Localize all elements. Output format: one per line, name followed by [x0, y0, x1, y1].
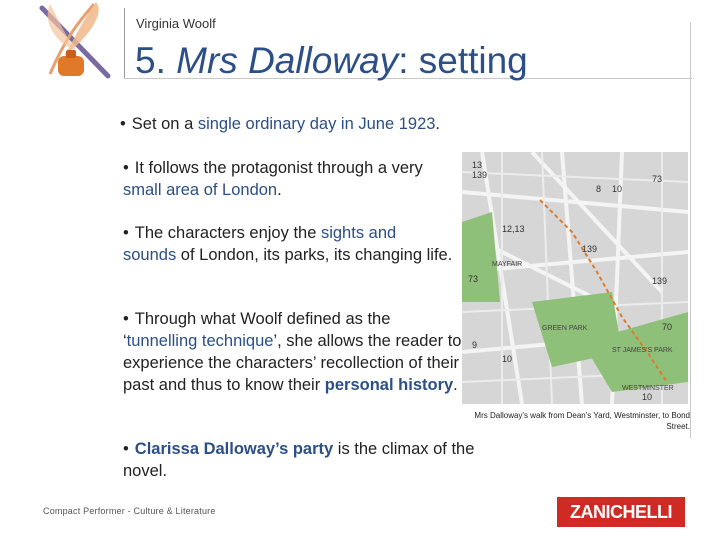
bullet-dot: •	[123, 310, 129, 328]
bullet-2-text-a: It follows the protagonist through a very	[134, 159, 423, 177]
title-work: Mrs Dalloway	[176, 40, 399, 81]
bullet-5-text: is the climax of the novel.	[123, 440, 475, 480]
map-number: 10	[612, 184, 623, 194]
page-title	[135, 40, 528, 82]
bullet-2-text-b: .	[277, 181, 282, 199]
bullet-2	[123, 157, 463, 201]
map-number: 139	[582, 244, 598, 254]
bullet-dot: •	[123, 440, 129, 458]
map-number: 13	[472, 160, 483, 170]
bullet-5	[123, 438, 483, 482]
title-rest: : setting	[398, 40, 528, 81]
map-number: 139	[472, 170, 488, 180]
map-number: 12,13	[502, 224, 525, 234]
london-walk-map	[462, 152, 688, 404]
map-label-st-james-park: ST JAMES'S PARK	[612, 347, 673, 354]
map-label-westminster: WESTMINSTER	[622, 385, 674, 392]
bullet-4-highlight-a: tunnelling technique	[126, 332, 274, 350]
title-number: 5.	[135, 40, 177, 81]
bullet-dot: •	[123, 159, 129, 177]
map-number: 73	[468, 274, 479, 284]
bullet-1-text-b: .	[435, 115, 441, 133]
bullet-3-text-b: of London, its parks, its changing life.	[176, 246, 453, 264]
footer-course-title: Compact Performer - Culture & Literature	[43, 506, 216, 516]
map-number: 139	[652, 276, 668, 286]
map-number: 10	[502, 354, 513, 364]
bullet-4-text-c: .	[453, 376, 458, 394]
bullet-4-highlight-b: personal history	[324, 376, 454, 394]
bullet-4-text-b: ’, she allows the reader to experience the characters’ recollection of their past and thus to know their	[123, 332, 462, 394]
header-divider-vertical	[124, 8, 125, 78]
map-label-mayfair: MAYFAIR	[492, 261, 523, 268]
bullet-3-highlight: sights and sounds	[123, 224, 397, 264]
right-divider	[690, 22, 691, 438]
publisher-logo: ZANICHELLI	[557, 497, 685, 527]
map-number: 8	[596, 184, 602, 194]
bullet-1-highlight: single ordinary day in June 1923	[197, 115, 436, 133]
map-caption: Mrs Dalloway's walk from Dean's Yard, Westminster, to Bond Street.	[474, 411, 690, 431]
bullet-4-text-a: Through what Woolf defined as the ‘	[123, 310, 391, 350]
bullet-5-highlight: Clarissa Dalloway’s party	[134, 440, 334, 458]
map-number: 70	[662, 322, 673, 332]
bullet-2-highlight: small area of London	[123, 181, 278, 199]
bullet-4	[123, 308, 463, 396]
bullet-dot: •	[123, 224, 129, 242]
map-number: 10	[642, 392, 653, 402]
map-number: 73	[652, 174, 663, 184]
map-label-green-park: GREEN PARK	[542, 325, 588, 332]
map-number: 9	[472, 340, 478, 350]
bullet-1	[120, 113, 540, 135]
quill-logo-icon	[36, 0, 116, 82]
bullet-dot: •	[120, 115, 126, 133]
bullet-3	[123, 222, 453, 266]
bullet-3-text-a: The characters enjoy the	[134, 224, 321, 242]
bullet-1-text-a: Set on a	[131, 115, 198, 133]
author-name: Virginia Woolf	[136, 16, 216, 31]
